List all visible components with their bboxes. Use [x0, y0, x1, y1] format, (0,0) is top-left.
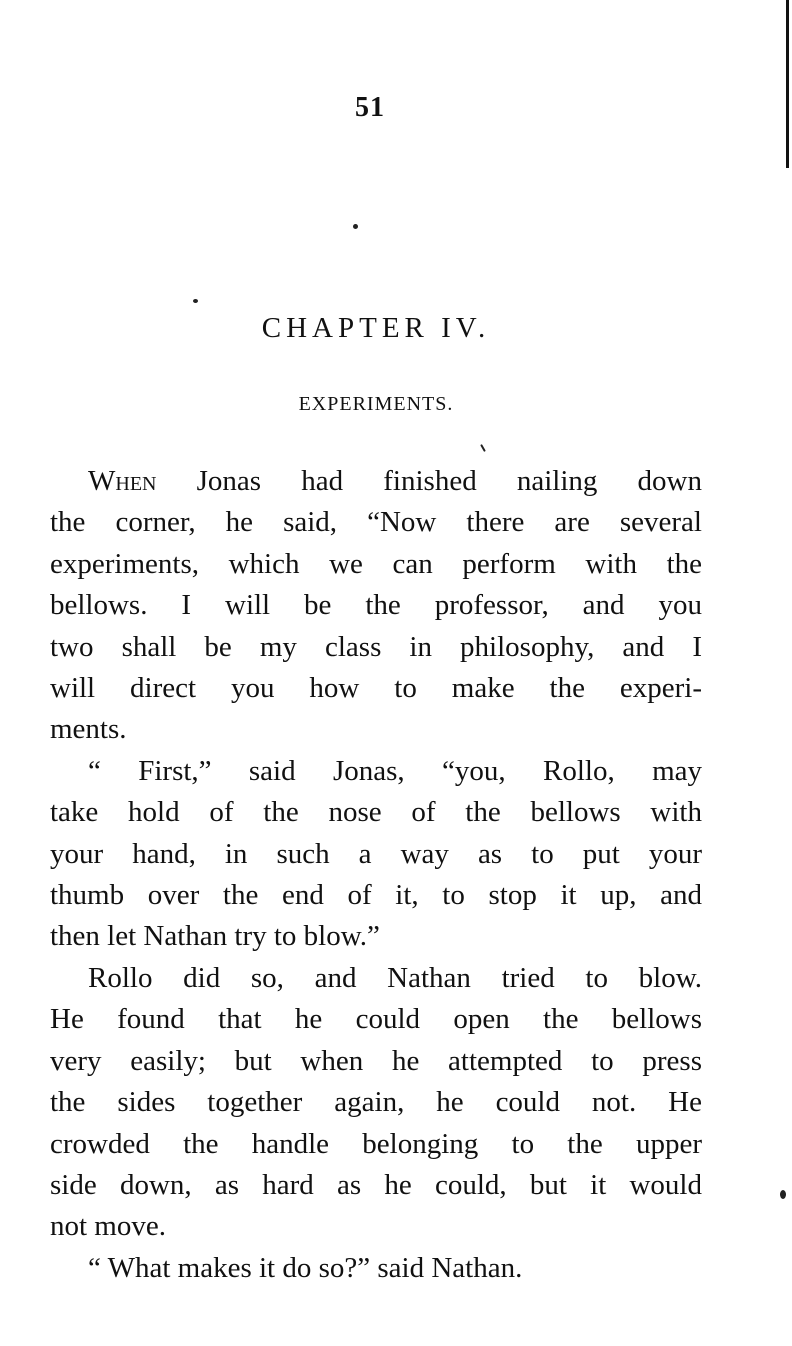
text-line: very easily; but when he attempted to press	[50, 1044, 702, 1077]
text-line: crowded the handle belonging to the upper	[50, 1127, 702, 1160]
text-line: the corner, he said, “Now there are several	[50, 506, 702, 539]
text-line: not move.	[50, 1210, 166, 1243]
text-line: “ What makes it do so?” said Nathan.	[88, 1251, 523, 1284]
text-line: the sides together again, he could not. He	[50, 1086, 702, 1119]
text-line: then let Nathan try to blow.”	[50, 920, 380, 953]
text-line: Rollo did so, and Nathan tried to blow.	[88, 961, 702, 994]
paragraph	[50, 751, 702, 958]
text-line: will direct you how to make the experi-	[50, 672, 702, 705]
text-line: thumb over the end of it, to stop it up, and	[50, 879, 702, 912]
ink-speck	[353, 224, 358, 229]
opening-word: When	[88, 465, 157, 497]
ink-speck	[780, 1190, 786, 1199]
text-line	[50, 461, 702, 502]
text-line: ments.	[50, 713, 127, 746]
paragraph	[50, 958, 702, 1248]
page-number: 51	[355, 92, 385, 123]
body-text	[50, 461, 702, 1289]
text-line-content: Jonas had finished nailing down	[156, 465, 702, 497]
text-line: He found that he could open the bellows	[50, 1003, 702, 1036]
chapter-subtitle: EXPERIMENTS.	[298, 393, 454, 415]
chapter-title: CHAPTER IV.	[261, 312, 491, 344]
ink-speck	[480, 444, 486, 452]
paragraph	[50, 461, 702, 751]
text-line: “ First,” said Jonas, “you, Rollo, may	[88, 754, 702, 787]
ink-speck	[193, 299, 198, 303]
text-line: side down, as hard as he could, but it would	[50, 1168, 702, 1201]
text-line: your hand, in such a way as to put your	[50, 837, 702, 870]
text-line: two shall be my class in philosophy, and I	[50, 630, 702, 663]
paragraph	[50, 1248, 702, 1289]
text-line: bellows. I will be the professor, and you	[50, 589, 702, 622]
text-line: take hold of the nose of the bellows with	[50, 796, 702, 829]
text-line: experiments, which we can perform with the	[50, 547, 702, 580]
page-edge-rule	[786, 0, 789, 168]
